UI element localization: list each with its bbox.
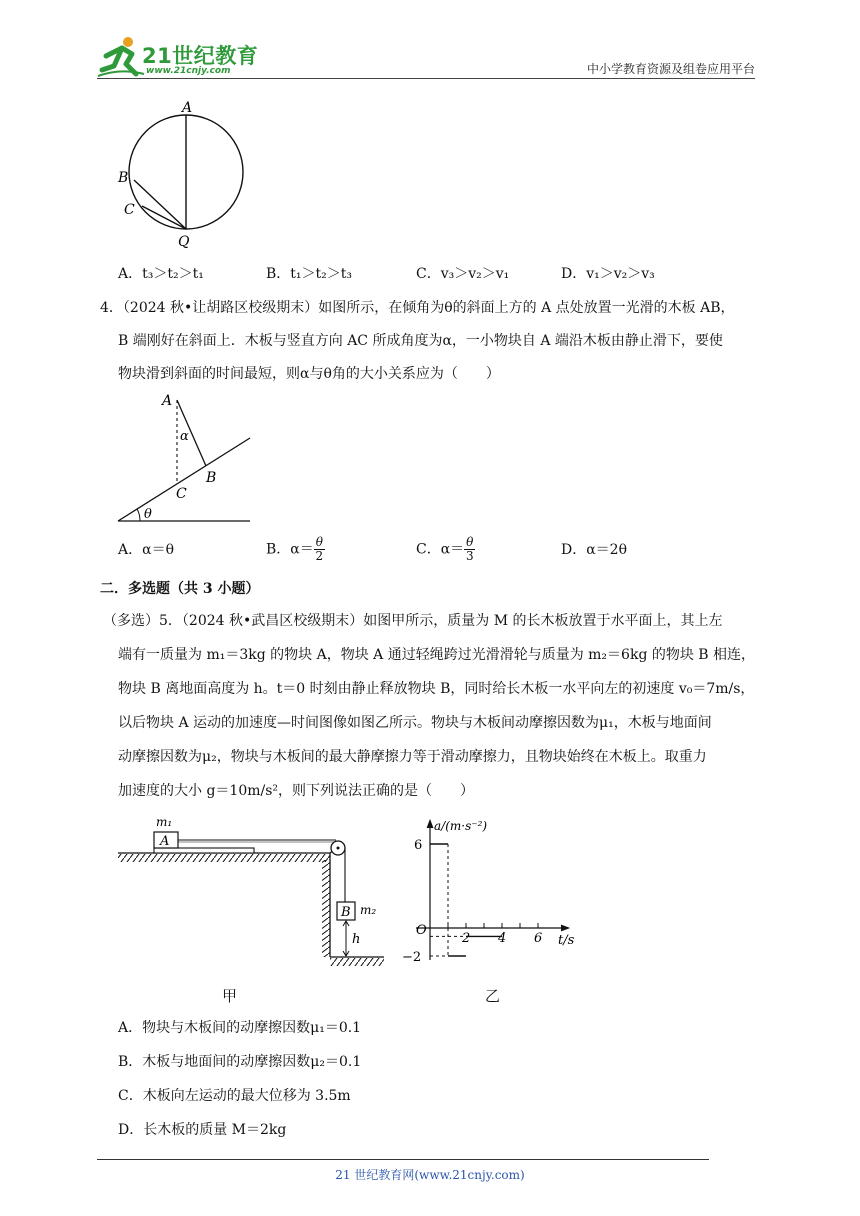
- block-b-label: B: [341, 905, 351, 920]
- label-c: C: [176, 486, 187, 502]
- q5-option-b: B．木板与地面间的动摩擦因数μ₂＝0.1: [118, 1054, 362, 1070]
- logo-text: 21世纪教育: [142, 44, 259, 68]
- x-axis-label: t/s: [558, 933, 575, 948]
- q4-option-b-prefix: B．α＝: [266, 541, 314, 558]
- q5-stem-line-5: 动摩擦因数为μ₂，物块与木板间的最大静摩擦力等于滑动摩擦力，且物块始终在木板上。取重力: [118, 749, 707, 765]
- footer-text: 21 世纪教育网(www.21cnjy.com): [335, 1168, 525, 1182]
- q4-stem-line-3: 物块滑到斜面的时间最短，则α与θ角的大小关系应为（ ）: [118, 366, 500, 382]
- h-label: h: [352, 932, 361, 947]
- q5-figure-jia: [112, 810, 392, 970]
- origin-label: O: [416, 923, 427, 938]
- q3-option-b: B．t₁＞t₂＞t₃: [266, 266, 353, 282]
- q3-option-d: D．v₁＞v₂＞v₃: [561, 266, 655, 282]
- q4-option-a: A．α＝θ: [118, 542, 174, 558]
- incline: [118, 438, 250, 521]
- y-axis-label: a/(m·s⁻²): [434, 819, 488, 833]
- q4-incline-figure: [110, 388, 260, 528]
- fraction-denominator: 3: [465, 549, 474, 563]
- q5-stem-line-2: 端有一质量为 m₁＝3kg 的物块 A，物块 A 通过轻绳跨过光滑滑轮与质量为 m₂＝6kg 的物块 B 相连，: [118, 647, 756, 663]
- footer-divider: [97, 1159, 709, 1160]
- wall-hatch: [322, 860, 330, 957]
- chord-bq: [134, 180, 186, 229]
- q3-circle-figure: [110, 100, 260, 250]
- chord-cq: [142, 206, 186, 229]
- fraction: [464, 536, 475, 563]
- q4-stem-line-2: B 端刚好在斜面上．木板与竖直方向 AC 所成角度为α，一小物块自 A 端沿木板由静止滑下，要使: [118, 333, 723, 349]
- y-tick-label: −2: [402, 950, 422, 965]
- m1-label: m₁: [156, 815, 173, 829]
- q3-option-a: A．t₃＞t₂＞t₁: [118, 266, 204, 282]
- q5-stem-line-4: 以后物块 A 运动的加速度—时间图像如图乙所示。物块与木板间动摩擦因数为μ₁，木板与地面间: [118, 715, 712, 731]
- logo-runner-icon: [96, 34, 146, 78]
- label-a: A: [162, 393, 173, 409]
- q5-stem-line-1: （多选）5．（2024 秋•武昌区校级期末）如图甲所示，质量为 M 的长木板放置于水平面上，其上左: [103, 613, 723, 629]
- block-a-label: A: [160, 834, 170, 849]
- fraction-numerator: θ: [315, 535, 323, 549]
- q3-option-c: C．v₃＞v₂＞v₁: [416, 266, 510, 282]
- q5-option-c: C．木板向左运动的最大位移为 3.5m: [118, 1088, 351, 1104]
- q4-stem-line-1: 4．（2024 秋•让胡路区校级期末）如图所示，在倾角为θ的斜面上方的 A 点处放置一光滑的木板 AB，: [100, 300, 735, 316]
- section-title-multiple-choice: 二．多选题（共 3 小题）: [100, 581, 260, 597]
- q4-option-c: [416, 536, 475, 563]
- label-b: B: [118, 170, 129, 186]
- y-axis-arrow: [427, 820, 433, 828]
- pulley-axle: [337, 847, 340, 850]
- q5-option-d: D．长木板的质量 M＝2kg: [118, 1122, 287, 1138]
- q5-stem-line-6: 加速度的大小 g＝10m/s²，则下列说法正确的是（ ）: [118, 783, 475, 799]
- q5-figure-yi-chart: [396, 812, 596, 972]
- label-b: B: [206, 470, 217, 486]
- label-c: C: [124, 202, 135, 218]
- label-alpha: α: [180, 429, 189, 444]
- header-divider: [97, 78, 755, 79]
- label-a: A: [182, 100, 193, 116]
- x-tick-label: 6: [534, 931, 543, 946]
- logo: [96, 34, 146, 78]
- q4-option-c-prefix: C．α＝: [416, 541, 465, 558]
- theta-arc: [137, 509, 140, 521]
- q5-stem-line-3: 物块 B 离地面高度为 h。t＝0 时刻由静止释放物块 B，同时给长木板一水平向左的初速度 v₀＝7m/s，: [118, 681, 755, 697]
- label-theta: θ: [144, 507, 152, 522]
- label-q: Q: [178, 234, 190, 250]
- q4-option-b: [266, 536, 325, 563]
- ground-hatch: [330, 958, 384, 966]
- logo-url: www.21cnjy.com: [146, 66, 231, 76]
- table-hatch: [118, 854, 330, 862]
- x-tick-label: 2: [462, 931, 471, 946]
- caption-yi: 乙: [485, 987, 501, 1005]
- header-platform-text: 中小学教育资源及组卷应用平台: [586, 62, 755, 76]
- q4-option-d: D．α＝2θ: [561, 542, 628, 558]
- q5-option-a: A．物块与木板间的动摩擦因数μ₁＝0.1: [118, 1020, 362, 1036]
- caption-jia: 甲: [222, 987, 238, 1005]
- fraction-denominator: 2: [315, 549, 324, 563]
- m2-label: m₂: [360, 903, 377, 917]
- fraction: [314, 536, 325, 563]
- fraction-numerator: θ: [466, 535, 474, 549]
- x-axis-arrow: [561, 925, 569, 931]
- x-tick-label: 4: [498, 931, 507, 946]
- y-tick-label: 6: [414, 838, 423, 853]
